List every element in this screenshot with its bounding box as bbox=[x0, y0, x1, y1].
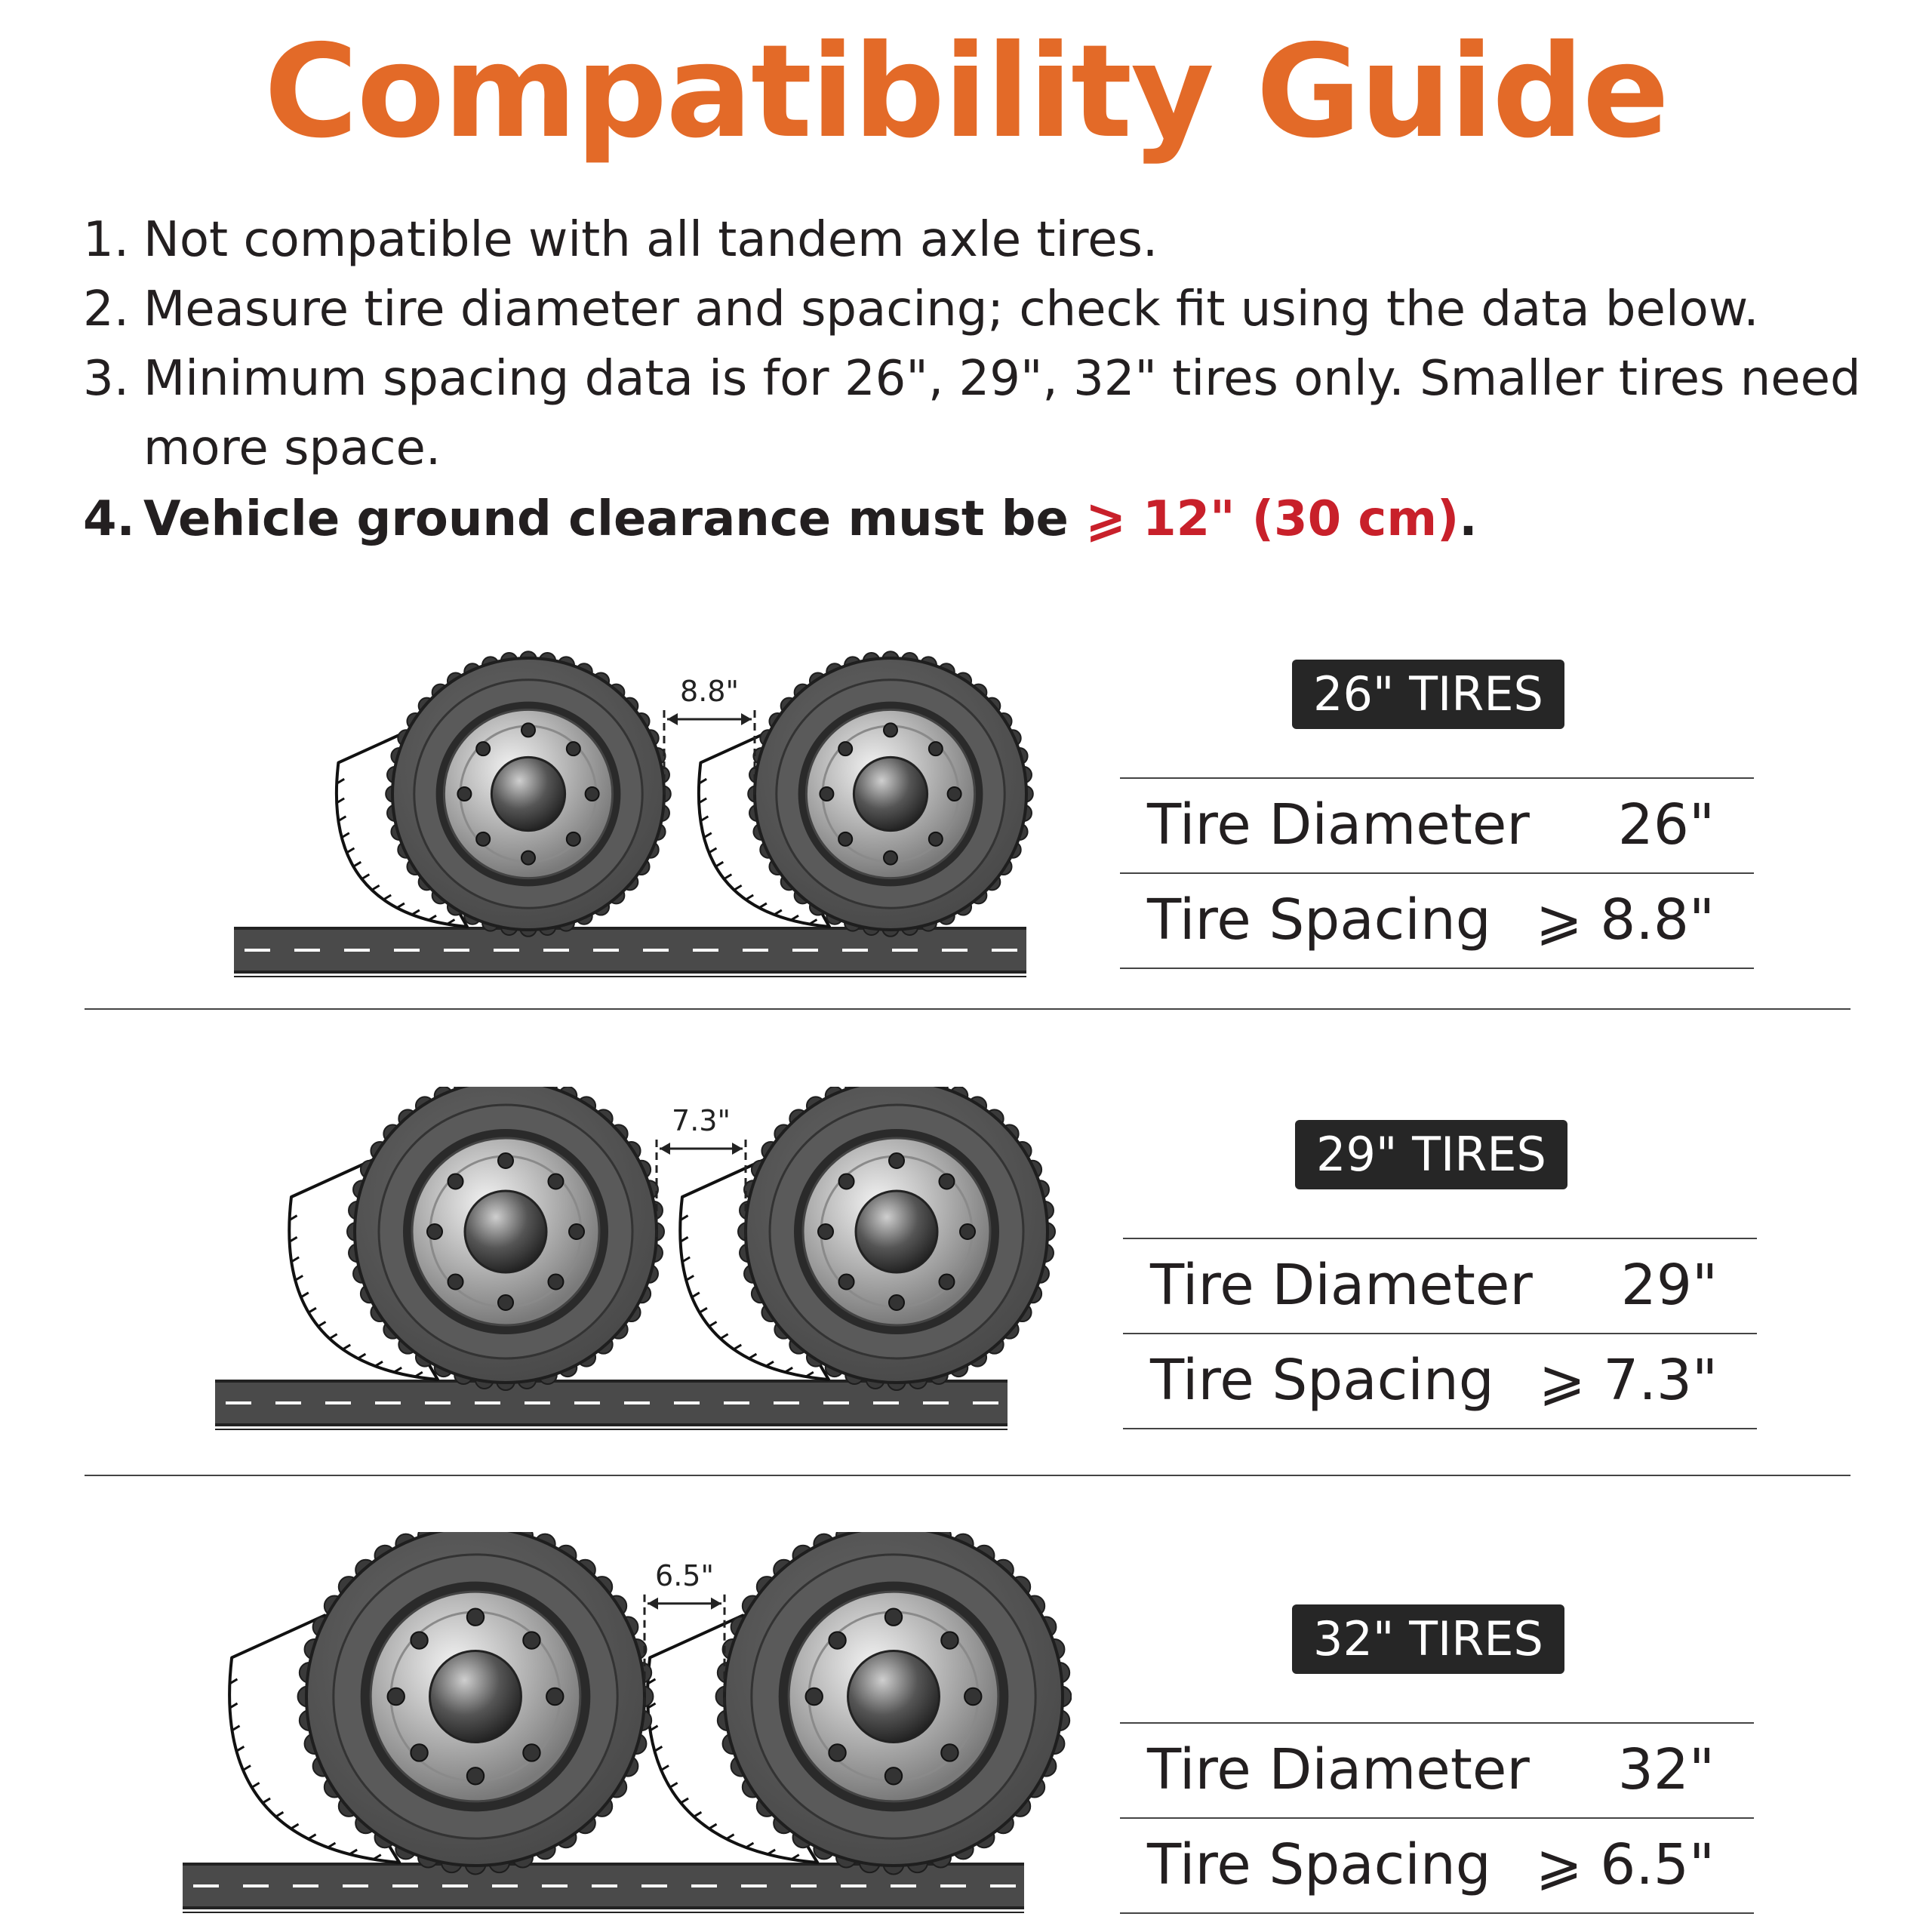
lane-dash bbox=[294, 949, 320, 952]
lane-dash bbox=[444, 949, 469, 952]
note-number: 3. bbox=[83, 351, 130, 407]
lug-nut bbox=[498, 1153, 513, 1168]
spec-table-32 bbox=[1120, 1722, 1754, 1914]
lane-dash bbox=[442, 1884, 468, 1887]
lug-nut bbox=[929, 832, 943, 846]
lane-dash bbox=[693, 949, 718, 952]
lug-nut bbox=[889, 1153, 904, 1168]
lane-dash bbox=[475, 1401, 500, 1404]
lane-dash bbox=[873, 1401, 899, 1404]
lane-dash bbox=[891, 1884, 916, 1887]
lane-dash bbox=[641, 1884, 667, 1887]
lug-nut bbox=[885, 1609, 902, 1626]
lug-nut bbox=[939, 1274, 954, 1289]
note-text: Minimum spacing data is for 26", 29", 32" tires only. Smaller tires need more space. bbox=[143, 351, 1861, 476]
note-number: 2. bbox=[83, 281, 130, 337]
tire-diagram-26 bbox=[211, 634, 1072, 996]
lug-nut bbox=[467, 1767, 484, 1784]
lug-nut bbox=[476, 832, 490, 846]
lane-dash bbox=[325, 1401, 351, 1404]
lug-nut bbox=[806, 1688, 823, 1705]
lug-nut bbox=[820, 787, 833, 801]
lug-nut bbox=[498, 1295, 513, 1310]
spacing-label: 7.3" bbox=[672, 1104, 731, 1137]
spec-value: 32" bbox=[1617, 1737, 1715, 1802]
lug-nut bbox=[818, 1224, 833, 1239]
lug-nut bbox=[467, 1609, 484, 1626]
lug-nut bbox=[960, 1224, 975, 1239]
lug-nut bbox=[521, 851, 535, 865]
lug-nut bbox=[889, 1295, 904, 1310]
spec-row-spacing bbox=[1120, 872, 1754, 969]
tire-diagram-32 bbox=[166, 1532, 1072, 1932]
lug-nut bbox=[839, 1174, 854, 1189]
lane-dash bbox=[823, 1401, 849, 1404]
lane-dash bbox=[275, 1401, 301, 1404]
page-title: Compatibility Guide bbox=[263, 17, 1669, 167]
lug-nut bbox=[457, 787, 471, 801]
lug-nut bbox=[929, 742, 943, 755]
hub-cap bbox=[491, 757, 565, 830]
lane-dash bbox=[643, 949, 669, 952]
tire-size-badge: 32" TIRES bbox=[1292, 1604, 1564, 1674]
lug-nut bbox=[388, 1688, 405, 1705]
lane-dash bbox=[392, 1884, 418, 1887]
lug-nut bbox=[939, 1174, 954, 1189]
lane-dash bbox=[842, 949, 868, 952]
tire-pair bbox=[337, 651, 1033, 937]
compatibility-notes bbox=[83, 205, 1864, 554]
lane-dash bbox=[990, 1884, 1016, 1887]
note-number: 1. bbox=[83, 212, 130, 268]
lug-nut bbox=[884, 851, 897, 865]
hub-cap bbox=[856, 1191, 937, 1272]
lane-dash bbox=[425, 1401, 451, 1404]
note-text: Measure tire diameter and spacing; check fit using the data below. bbox=[143, 281, 1759, 337]
lug-nut bbox=[411, 1632, 427, 1648]
spec-value: ⩾ 7.3" bbox=[1538, 1348, 1718, 1413]
lug-nut bbox=[546, 1688, 563, 1705]
lane-dash bbox=[394, 949, 420, 952]
spec-label: Tire Spacing bbox=[1150, 1348, 1494, 1413]
lug-nut bbox=[523, 1632, 540, 1648]
lane-dash bbox=[226, 1401, 251, 1404]
lug-nut bbox=[838, 832, 852, 846]
lane-dash bbox=[841, 1884, 866, 1887]
lug-nut bbox=[885, 1767, 902, 1784]
lane-dash bbox=[525, 1401, 550, 1404]
spec-value: ⩾ 8.8" bbox=[1535, 888, 1715, 952]
lane-dash bbox=[774, 1401, 799, 1404]
spec-value: 26" bbox=[1617, 792, 1715, 857]
lug-nut bbox=[411, 1744, 427, 1761]
note-number: 4. bbox=[83, 491, 135, 547]
lug-nut bbox=[839, 1274, 854, 1289]
spec-label: Tire Diameter bbox=[1150, 1253, 1533, 1318]
note-1 bbox=[83, 205, 1864, 275]
note-text-end: . bbox=[1459, 491, 1478, 547]
spec-label: Tire Diameter bbox=[1147, 1737, 1530, 1802]
lane-dash bbox=[492, 1884, 518, 1887]
note-2 bbox=[83, 275, 1864, 344]
spec-label: Tire Diameter bbox=[1147, 792, 1530, 857]
lane-dash bbox=[674, 1401, 700, 1404]
lug-nut bbox=[838, 742, 852, 755]
lug-nut bbox=[586, 787, 599, 801]
lug-nut bbox=[567, 742, 580, 755]
lane-dash bbox=[344, 949, 370, 952]
note-3 bbox=[83, 344, 1864, 483]
lug-nut bbox=[829, 1744, 845, 1761]
lug-nut bbox=[569, 1224, 584, 1239]
lane-dash bbox=[992, 949, 1017, 952]
lug-nut bbox=[941, 1632, 958, 1648]
lane-dash bbox=[624, 1401, 650, 1404]
lug-nut bbox=[521, 723, 535, 737]
lug-nut bbox=[548, 1274, 563, 1289]
spec-row-diameter bbox=[1120, 777, 1754, 872]
hub-cap bbox=[465, 1191, 546, 1272]
spec-row-spacing bbox=[1120, 1817, 1754, 1914]
clearance-requirement: ⩾ 12" (30 cm) bbox=[1085, 491, 1460, 547]
section-divider bbox=[85, 1475, 1850, 1476]
lane-dash bbox=[375, 1401, 401, 1404]
spec-table-29 bbox=[1123, 1238, 1757, 1429]
tire-size-badge: 29" TIRES bbox=[1295, 1120, 1567, 1189]
lug-nut bbox=[523, 1744, 540, 1761]
tire-pair bbox=[289, 1087, 1055, 1390]
lane-dash bbox=[543, 949, 569, 952]
spec-row-spacing bbox=[1123, 1333, 1757, 1429]
lane-dash bbox=[494, 949, 519, 952]
lane-dash bbox=[923, 1401, 949, 1404]
spec-row-diameter bbox=[1123, 1238, 1757, 1333]
tire-diagram-29 bbox=[196, 1087, 1057, 1449]
lane-dash bbox=[574, 1401, 600, 1404]
spec-label: Tire Spacing bbox=[1147, 888, 1491, 952]
road bbox=[215, 1380, 1008, 1429]
lug-nut bbox=[476, 742, 490, 755]
lane-dash bbox=[293, 1884, 318, 1887]
lane-dash bbox=[791, 1884, 817, 1887]
spec-label: Tire Spacing bbox=[1147, 1832, 1491, 1897]
lug-nut bbox=[964, 1688, 981, 1705]
lug-nut bbox=[948, 787, 961, 801]
spec-table-26 bbox=[1120, 777, 1754, 969]
lane-dash bbox=[593, 949, 619, 952]
lug-nut bbox=[448, 1174, 463, 1189]
lane-dash bbox=[973, 1401, 998, 1404]
lane-dash bbox=[942, 949, 968, 952]
spec-row-diameter bbox=[1120, 1722, 1754, 1817]
spacing-label: 8.8" bbox=[680, 675, 739, 708]
hub-cap bbox=[848, 1651, 940, 1743]
spec-value: 29" bbox=[1620, 1253, 1718, 1318]
note-4-clearance bbox=[83, 485, 1864, 554]
spacing-label: 6.5" bbox=[655, 1558, 714, 1592]
lane-dash bbox=[542, 1884, 568, 1887]
lug-nut bbox=[941, 1744, 958, 1761]
lug-nut bbox=[829, 1632, 845, 1648]
lane-dash bbox=[940, 1884, 966, 1887]
lug-nut bbox=[884, 723, 897, 737]
lane-dash bbox=[245, 949, 270, 952]
tire-pair bbox=[229, 1532, 1071, 1874]
note-text: Vehicle ground clearance must be bbox=[143, 491, 1086, 547]
section-divider bbox=[85, 1008, 1850, 1010]
lane-dash bbox=[724, 1401, 749, 1404]
lug-nut bbox=[448, 1274, 463, 1289]
lane-dash bbox=[592, 1884, 617, 1887]
spec-value: ⩾ 6.5" bbox=[1535, 1832, 1715, 1897]
lane-dash bbox=[243, 1884, 269, 1887]
lug-nut bbox=[567, 832, 580, 846]
lane-dash bbox=[892, 949, 918, 952]
lane-dash bbox=[792, 949, 818, 952]
hub-cap bbox=[854, 757, 927, 830]
lug-nut bbox=[548, 1174, 563, 1189]
lane-dash bbox=[691, 1884, 717, 1887]
lane-dash bbox=[741, 1884, 767, 1887]
note-text: Not compatible with all tandem axle tires. bbox=[143, 212, 1158, 268]
lug-nut bbox=[427, 1224, 442, 1239]
tire-size-badge: 26" TIRES bbox=[1292, 660, 1564, 729]
lane-dash bbox=[193, 1884, 219, 1887]
lane-dash bbox=[743, 949, 768, 952]
lane-dash bbox=[343, 1884, 368, 1887]
hub-cap bbox=[430, 1651, 521, 1743]
